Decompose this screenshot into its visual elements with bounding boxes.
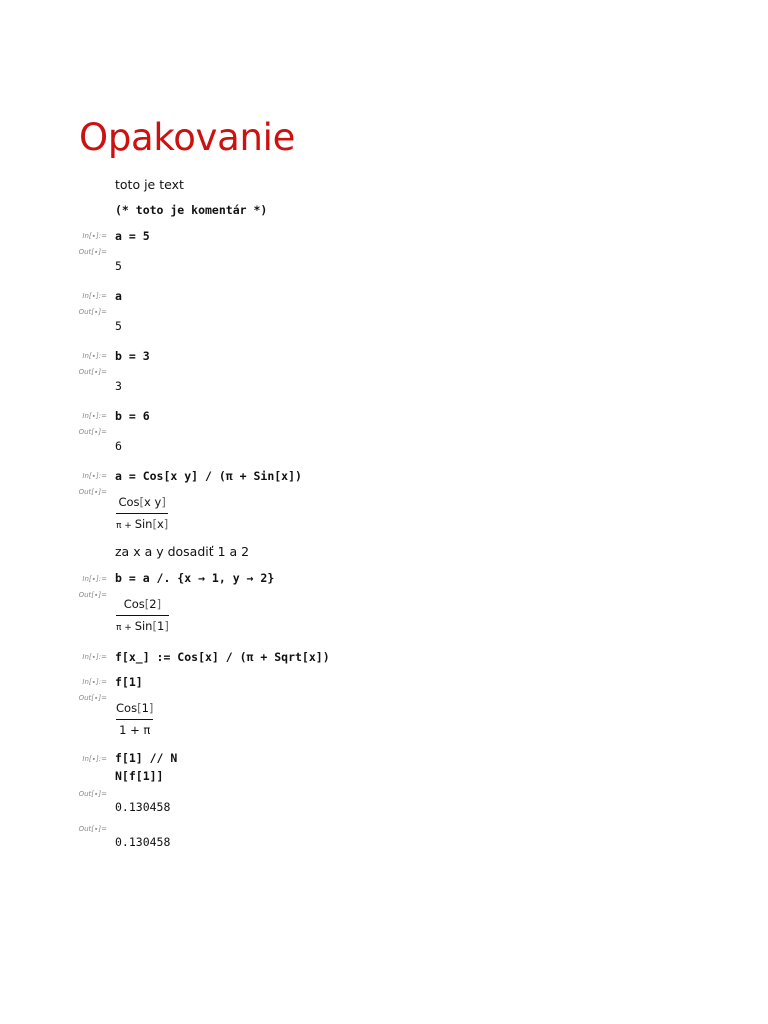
- in-label: In[∙]:=: [82, 653, 107, 661]
- output-cell: 0.130458: [115, 800, 171, 814]
- input-cell[interactable]: b = 3: [115, 349, 150, 363]
- text-cell[interactable]: toto je text: [115, 177, 184, 192]
- out-label: Out[∙]=: [78, 591, 107, 599]
- fraction-denominator: π + Sin[1]: [116, 619, 169, 633]
- out-label: Out[∙]=: [78, 790, 107, 798]
- out-label: Out[∙]=: [78, 308, 107, 316]
- out-label: Out[∙]=: [78, 488, 107, 496]
- in-label: In[∙]:=: [82, 575, 107, 583]
- fraction-denominator: 1 + π: [119, 723, 151, 737]
- input-cell-line-1[interactable]: f[1] // N: [115, 751, 178, 765]
- notebook-title: Opakovanie: [79, 116, 296, 159]
- fraction-bar: [116, 719, 153, 720]
- fraction-bar: [116, 615, 169, 616]
- fraction-output: [116, 495, 168, 534]
- fraction-denominator: π + Sin[x]: [116, 517, 169, 531]
- output-cell: 5: [115, 259, 122, 273]
- in-label: In[∙]:=: [82, 412, 107, 420]
- out-label: Out[∙]=: [78, 694, 107, 702]
- output-cell: 6: [115, 439, 122, 453]
- in-label: In[∙]:=: [82, 678, 107, 686]
- output-cell: 5: [115, 319, 122, 333]
- comment-cell[interactable]: (* toto je komentár *): [115, 203, 268, 217]
- input-cell[interactable]: b = 6: [115, 409, 150, 423]
- in-label: In[∙]:=: [82, 232, 107, 240]
- text-cell[interactable]: za x a y dosadiť 1 a 2: [115, 544, 250, 559]
- input-cell[interactable]: b = a /. {x → 1, y → 2}: [115, 571, 275, 585]
- fraction-numerator: Cos[2]: [123, 597, 162, 611]
- input-cell[interactable]: a = 5: [115, 229, 150, 243]
- output-cell: 0.130458: [115, 835, 171, 849]
- in-label: In[∙]:=: [82, 292, 107, 300]
- input-cell[interactable]: f[1]: [115, 675, 143, 689]
- in-label: In[∙]:=: [82, 352, 107, 360]
- input-cell-line-2[interactable]: N[f[1]]: [115, 769, 164, 783]
- fraction-numerator: Cos[1]: [116, 701, 154, 715]
- out-label: Out[∙]=: [78, 368, 107, 376]
- input-cell[interactable]: f[x_] := Cos[x] / (π + Sqrt[x]): [115, 650, 330, 664]
- input-cell[interactable]: a: [115, 289, 122, 303]
- out-label: Out[∙]=: [78, 428, 107, 436]
- fraction-numerator: Cos[x y]: [118, 495, 166, 509]
- out-label: Out[∙]=: [78, 825, 107, 833]
- fraction-output: [116, 597, 169, 636]
- in-label: In[∙]:=: [82, 472, 107, 480]
- out-label: Out[∙]=: [78, 248, 107, 256]
- output-cell: 3: [115, 379, 122, 393]
- input-cell[interactable]: a = Cos[x y] / (π + Sin[x]): [115, 469, 302, 483]
- in-label: In[∙]:=: [82, 755, 107, 763]
- fraction-bar: [116, 513, 168, 514]
- fraction-output: [116, 701, 153, 738]
